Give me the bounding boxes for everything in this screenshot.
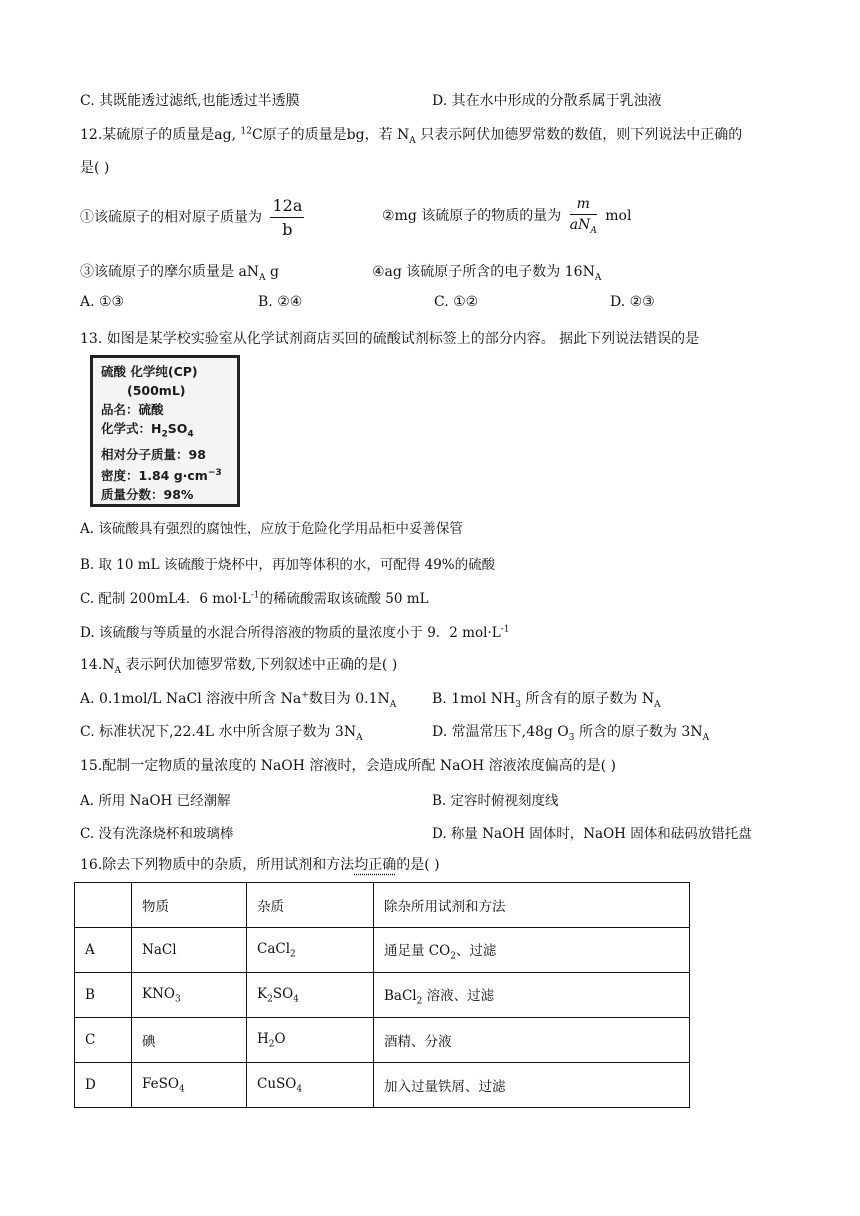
table-header-cell: 除杂所用试剂和方法 bbox=[374, 883, 690, 928]
q13-option-b: B. 取 10 mL 该硫酸于烧杯中，再加等体积的水，可配得 49%的硫酸 bbox=[80, 557, 496, 573]
q14-stem-part: 表示阿伏加德罗常数,下列叙述中正确的是( ) bbox=[121, 657, 398, 673]
table-header-cell: 杂质 bbox=[247, 883, 374, 928]
q12-stem bbox=[80, 124, 742, 146]
q12-s4-sub: A bbox=[594, 272, 602, 283]
q12-s3-unit: g bbox=[265, 264, 279, 280]
cell-part: CuSO bbox=[257, 1075, 297, 1092]
q14-option-d-sub: 3 bbox=[568, 732, 575, 743]
q14-option-b-sub: A bbox=[654, 699, 661, 710]
table-cell-id: A bbox=[75, 928, 132, 973]
label-line-5: 相对分子质量：98 bbox=[101, 446, 206, 462]
q12-statement-1 bbox=[80, 196, 308, 239]
label-line-4-sub: 4 bbox=[187, 429, 194, 440]
q14-option-b bbox=[432, 688, 661, 710]
cell-part: H bbox=[257, 1030, 269, 1047]
q13-option-d-part: D. 该硫酸与等质量的水混合所得溶液的物质的量浓度小于 9．2 mol·L bbox=[80, 625, 501, 641]
cell-part: KNO bbox=[142, 985, 175, 1002]
label-line-1: 硫酸 化学纯(CP) bbox=[101, 364, 198, 379]
q12-s2-den-sub: A bbox=[590, 225, 597, 236]
table-cell-method bbox=[374, 973, 690, 1018]
table-cell-substance bbox=[132, 1063, 247, 1108]
q13-option-c-part: C. 配制 200mL4．6 mol·L bbox=[80, 591, 251, 607]
q13-option-c-part: 的稀硫酸需取该硫酸 50 mL bbox=[259, 591, 429, 607]
cell-part: O bbox=[274, 1030, 286, 1047]
table-row bbox=[75, 1063, 690, 1108]
cell-sub: 2 bbox=[267, 994, 273, 1005]
label-line-4-part: 化学式：H bbox=[101, 421, 162, 436]
cell-sub: 4 bbox=[293, 994, 299, 1005]
q12-s1-text: ①该硫原子的相对原子质量为 bbox=[80, 209, 262, 226]
q12-option-b: B. ②④ bbox=[258, 294, 303, 310]
table-header-cell bbox=[75, 883, 132, 928]
table-cell-id: B bbox=[75, 973, 132, 1018]
label-line-2: (500mL) bbox=[127, 383, 186, 398]
label-line-6 bbox=[101, 464, 237, 485]
cell-part: FeSO bbox=[142, 1075, 179, 1092]
cell-sub: 2 bbox=[290, 949, 296, 960]
q16-stem-emphasis: 均正确 bbox=[354, 857, 397, 873]
cell-sub: 2 bbox=[450, 951, 456, 962]
cell-part: 、过滤 bbox=[455, 942, 497, 959]
q12-s1-fraction bbox=[270, 196, 304, 239]
cell-sub: 2 bbox=[268, 1039, 275, 1050]
q14-option-a bbox=[80, 688, 396, 710]
q16-stem-part: 16.除去下列物质中的杂质，所用试剂和方法 bbox=[80, 857, 355, 873]
q14-option-c-part: C. 标准状况下,22.4L 水中所含原子数为 3N bbox=[80, 724, 357, 740]
q14-stem-sub: A bbox=[114, 665, 122, 676]
table-cell-id: C bbox=[75, 1018, 132, 1063]
cell-part: BaCl bbox=[384, 987, 417, 1004]
q14-option-a-sup: + bbox=[301, 690, 309, 701]
q14-option-a-part: A. 0.1mol/L NaCl 溶液中所含 Na bbox=[80, 691, 302, 707]
q12-s3-sub: A bbox=[259, 272, 266, 283]
q15-option-a: A. 所用 NaOH 已经潮解 bbox=[80, 793, 231, 809]
label-line-6-sup: −3 bbox=[207, 467, 222, 478]
q14-option-c-sub: A bbox=[356, 732, 363, 743]
q13-option-c bbox=[80, 587, 429, 607]
sulfuric-acid-label-image bbox=[90, 355, 240, 507]
q12-option-d: D. ②③ bbox=[610, 294, 655, 310]
q12-s2-den-text: aN bbox=[569, 217, 591, 233]
cell-sub: 3 bbox=[174, 994, 181, 1005]
q11-option-c: C. 其既能透过滤纸,也能透过半透膜 bbox=[80, 93, 300, 109]
cell-sub: 4 bbox=[178, 1084, 185, 1095]
table-header-row bbox=[75, 883, 690, 928]
table-header-cell: 物质 bbox=[132, 883, 247, 928]
q12-stem-sup: 12 bbox=[240, 126, 252, 137]
q12-s1-numerator: 12a bbox=[270, 196, 304, 218]
q12-s2-fraction bbox=[570, 196, 597, 236]
q12-statement-2 bbox=[382, 196, 631, 236]
q12-stem-sub: A bbox=[409, 135, 416, 146]
q12-statement-3 bbox=[80, 261, 279, 283]
q13-option-c-sup: -1 bbox=[250, 590, 260, 601]
q13-option-a: A. 该硫酸具有强烈的腐蚀性，应放于危险化学用品柜中妥善保管 bbox=[80, 521, 463, 537]
q15-option-d: D. 称量 NaOH 固体时，NaOH 固体和砝码放错托盘 bbox=[432, 826, 752, 842]
q12-option-c: C. ①② bbox=[434, 294, 479, 310]
label-line-4 bbox=[101, 419, 237, 445]
table-row bbox=[75, 973, 690, 1018]
q12-stem-line2: 是( ) bbox=[80, 160, 110, 176]
cell-part: 溶液、过滤 bbox=[422, 987, 495, 1004]
table-cell-id: D bbox=[75, 1063, 132, 1108]
cell-sub: 4 bbox=[296, 1084, 303, 1095]
q12-s2-denominator bbox=[570, 215, 597, 236]
q12-stem-part: 只表示阿伏加德罗常数的数值，则下列说法中正确的 bbox=[415, 127, 743, 143]
table-cell-substance bbox=[132, 973, 247, 1018]
table-row bbox=[75, 1018, 690, 1063]
q12-stem-part: 12.某硫原子的质量是ag, bbox=[80, 127, 241, 143]
q14-option-d-sub: A bbox=[702, 732, 710, 743]
table-cell-substance: 碘 bbox=[132, 1018, 247, 1063]
q15-option-b: B. 定容时俯视刻度线 bbox=[432, 793, 559, 809]
table-cell-impurity bbox=[247, 1018, 374, 1063]
label-line-6-part: 密度：1.84 g·cm bbox=[101, 467, 208, 483]
q14-option-b-part: B. 1mol NH bbox=[432, 691, 516, 707]
q12-s4-text: ④ag 该硫原子所含的电子数为 16N bbox=[372, 264, 595, 280]
q16-stem bbox=[80, 854, 440, 874]
q14-option-d-part: 所含的原子数为 3N bbox=[574, 724, 703, 740]
cell-part: SO bbox=[272, 985, 294, 1002]
q14-option-b-part: 所含有的原子数为 N bbox=[520, 691, 655, 707]
q14-option-a-part: 数目为 0.1N bbox=[308, 691, 390, 707]
q12-s2-numerator: m bbox=[570, 196, 597, 215]
q12-stem-part: C原子的质量是bg，若 N bbox=[251, 127, 410, 143]
label-line-4-part: SO bbox=[167, 421, 188, 436]
label-line-3: 品名：硫酸 bbox=[101, 402, 164, 417]
q14-option-a-sub: A bbox=[389, 699, 397, 710]
table-cell-impurity bbox=[247, 928, 374, 973]
q14-option-d bbox=[432, 721, 709, 743]
q14-stem bbox=[80, 654, 397, 676]
table-cell-impurity bbox=[247, 1063, 374, 1108]
q11-option-d: D. 其在水中形成的分散系属于乳浊液 bbox=[432, 93, 662, 109]
table-cell-impurity bbox=[247, 973, 374, 1018]
q12-s2-unit: mol bbox=[605, 207, 632, 224]
cell-sub: 2 bbox=[416, 996, 423, 1007]
table-cell-method bbox=[374, 928, 690, 973]
table-row bbox=[75, 928, 690, 973]
table-cell-method: 加入过量铁屑、过滤 bbox=[374, 1063, 690, 1108]
q12-option-a: A. ①③ bbox=[80, 294, 125, 310]
cell-part: 通足量 CO bbox=[384, 942, 451, 959]
q14-option-b-sub: 3 bbox=[515, 699, 521, 710]
table-cell-substance: NaCl bbox=[132, 928, 247, 973]
table-cell-method: 酒精、分液 bbox=[374, 1018, 690, 1063]
q13-option-d bbox=[80, 621, 509, 641]
q14-stem-part: 14.N bbox=[80, 657, 115, 673]
q12-s3-text: ③该硫原子的摩尔质量是 aN bbox=[80, 264, 260, 280]
q14-option-c bbox=[80, 721, 363, 743]
label-line-7: 质量分数：98% bbox=[101, 486, 194, 502]
q16-table bbox=[74, 882, 690, 1108]
q16-stem-part: 的是( ) bbox=[396, 857, 440, 873]
q12-s1-denominator: b bbox=[282, 220, 293, 239]
q13-option-d-sup: -1 bbox=[500, 624, 510, 635]
q15-option-c: C. 没有洗涤烧杯和玻璃棒 bbox=[80, 826, 234, 842]
q13-stem: 13. 如图是某学校实验室从化学试剂商店买回的硫酸试剂标签上的部分内容。 据此下列说法错误的是 bbox=[80, 331, 700, 347]
cell-part: K bbox=[257, 985, 268, 1002]
q12-s2-text: ②mg 该硫原子的物质的量为 bbox=[382, 207, 562, 224]
q12-statement-4 bbox=[372, 261, 601, 283]
label-line-4-sub: 2 bbox=[161, 429, 168, 440]
cell-part: CaCl bbox=[257, 940, 291, 957]
q14-option-d-part: D. 常温常压下,48g O bbox=[432, 724, 569, 740]
q15-stem: 15.配制一定物质的量浓度的 NaOH 溶液时，会造成所配 NaOH 溶液浓度偏高的是( ) bbox=[80, 758, 617, 774]
